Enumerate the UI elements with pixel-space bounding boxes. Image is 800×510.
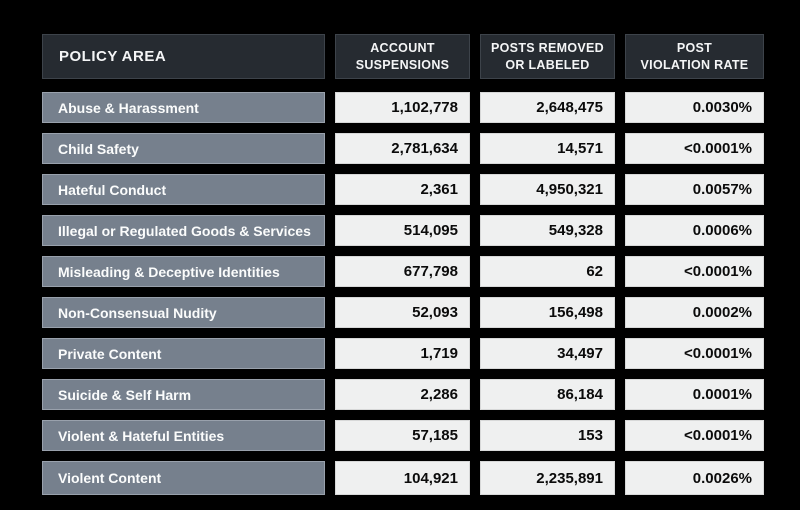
policy-label: Private Content [42,338,325,369]
posts-removed-value: 86,184 [480,379,615,410]
header-line: OR LABELED [505,57,590,72]
account-suspensions-value: 1,719 [335,338,470,369]
policy-area-header: POLICY AREA [42,34,325,79]
posts-removed-value: 62 [480,256,615,287]
violation-rate-value: 0.0006% [625,215,764,246]
policy-label: Violent & Hateful Entities [42,420,325,451]
violation-rate-value: <0.0001% [625,338,764,369]
header-line: VIOLATION RATE [640,57,749,72]
table-row [42,215,764,246]
violation-rate-value: 0.0002% [625,297,764,328]
policy-label: Misleading & Deceptive Identities [42,256,325,287]
violation-rate-value: 0.0030% [625,92,764,123]
posts-removed-value: 34,497 [480,338,615,369]
account-suspensions-value: 2,286 [335,379,470,410]
posts-removed-value: 156,498 [480,297,615,328]
policy-label: Child Safety [42,133,325,164]
posts-removed-value: 153 [480,420,615,451]
table-row [42,461,764,495]
policy-label: Hateful Conduct [42,174,325,205]
header-line: ACCOUNT [370,41,435,56]
account-suspensions-value: 677,798 [335,256,470,287]
account-suspensions-value: 514,095 [335,215,470,246]
account-suspensions-value: 104,921 [335,461,470,495]
violation-rate-value: 0.0026% [625,461,764,495]
account-suspensions-value: 2,361 [335,174,470,205]
table-row [42,133,764,164]
violation-rate-value: 0.0057% [625,174,764,205]
policy-label: Violent Content [42,461,325,495]
enforcement-table [42,34,764,495]
policy-label: Illegal or Regulated Goods & Services [42,215,325,246]
table-row [42,297,764,328]
policy-label: Suicide & Self Harm [42,379,325,410]
account-suspensions-value: 2,781,634 [335,133,470,164]
violation-rate-value: <0.0001% [625,256,764,287]
table-row [42,420,764,451]
table-row [42,174,764,205]
posts-removed-header [480,34,615,79]
account-suspensions-header [335,34,470,79]
table-header-row [42,34,764,79]
posts-removed-value: 549,328 [480,215,615,246]
account-suspensions-value: 1,102,778 [335,92,470,123]
posts-removed-value: 2,235,891 [480,461,615,495]
violation-rate-value: 0.0001% [625,379,764,410]
table-row [42,256,764,287]
policy-label: Abuse & Harassment [42,92,325,123]
posts-removed-value: 4,950,321 [480,174,615,205]
table-row [42,379,764,410]
posts-removed-value: 14,571 [480,133,615,164]
policy-label: Non-Consensual Nudity [42,297,325,328]
table-row [42,92,764,123]
account-suspensions-value: 57,185 [335,420,470,451]
violation-rate-value: <0.0001% [625,420,764,451]
header-line: POSTS REMOVED [491,41,604,56]
violation-rate-header [625,34,764,79]
header-line: SUSPENSIONS [355,57,450,72]
violation-rate-value: <0.0001% [625,133,764,164]
table-body [42,92,764,495]
header-line: POST [676,41,713,56]
table-row [42,338,764,369]
account-suspensions-value: 52,093 [335,297,470,328]
posts-removed-value: 2,648,475 [480,92,615,123]
